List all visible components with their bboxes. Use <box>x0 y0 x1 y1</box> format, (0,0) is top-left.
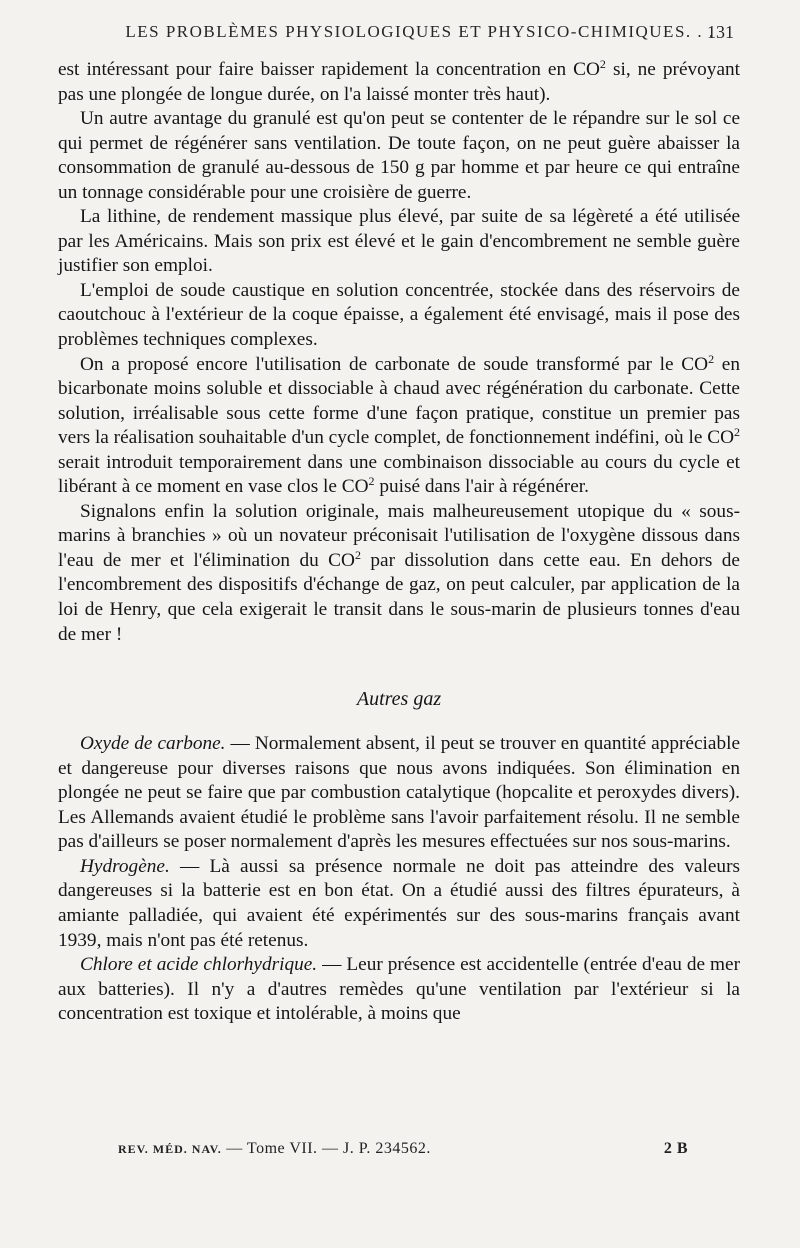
paragraph-granule: Un autre avantage du granulé est qu'on peut se contenter de le répandre sur le sol ce qui permet de régénérer sans ventilation. De toute façon, on ne peut guère abaisser la consommation de granulé au-dessous de 150 g par homme et par heure ce qui entraîne un tonnage considérable pour une croisière de guerre. <box>58 108 740 203</box>
signature-mark: 2 B <box>663 1140 688 1157</box>
gas-name: Chlore et acide chlorhydrique. <box>80 954 318 976</box>
page-footer <box>118 1140 688 1158</box>
paragraph-chlore: Chlore et acide chlorhydrique. — Leur présence est accidentelle (entrée d'eau de mer aux batteries). Il n'y a d'autres remèdes qu'une ventilation par l'extérieur si la concentration est toxique et intolérable, à moins que <box>58 954 740 1025</box>
paragraph-hydrogene: Hydrogène. — Là aussi sa présence normale ne doit pas atteindre des valeurs dangereuses si la batterie est en bon état. On a étudié aussi des filtres épurateurs, à amiante palladiée, qui avaient été expérimentés sur des sous-marins français avant 1939, mais n'ont pas été retenus. <box>58 855 740 951</box>
gas-name: Oxyde de carbone. <box>80 733 226 755</box>
body-text <box>58 58 740 1027</box>
volume-reference: — Tome VII. — J. P. 234562. <box>226 1140 431 1157</box>
paragraph-carbonate: On a proposé encore l'utilisation de carbonate de soude transformé par le $CO^2$ en bicarbonate moins soluble et dissociable à chaud avec régénération du carbonate. Cette solution, irréalisable sous cette forme d'une façon pratique, constitue un premier pas vers la réalisation souhaitable d'un cycle complet, de fonctionnement indéfini, où le $CO^2$ serait introduit temporairement dans une combinaison dissociable au cours du cycle et libérant à ce moment en vase clos le $CO^2$ puisé dans l'air à régénérer. <box>58 351 740 498</box>
paragraph-continued: est intéressant pour faire baisser rapidement la concentration en $CO^2$ si, ne prévoyant pas une plongée de longue durée, on l'a laissé monter très haut). <box>58 57 740 105</box>
gas-name: Hydrogène. <box>80 855 170 877</box>
section-title: Autres gaz <box>356 688 442 711</box>
page-number: 131 <box>707 22 734 42</box>
paragraph-branchies: Signalons enfin la solution originale, mais malheureusement utopique du « sous-marins à branchies » où un novateur préconisait l'utilisation de l'oxygène dissous dans l'eau de mer et l'élimination du $CO^2$ par dissolution dans cette eau. En dehors de l'encombrement des dispositifs d'échange de gaz, on peut calculer, par application de la loi de Henry, que cela exigerait le transit dans le sous-marin de plusieurs tonnes d'eau de mer ! <box>58 500 740 645</box>
paragraph-lithine: La lithine, de rendement massique plus élevé, par suite de sa légèreté a été utilisée par les Américains. Mais son prix est élevé et le gain d'encombrement ne semble guère justifier son emploi. <box>58 206 740 277</box>
journal-abbrev: REV. MÉD. NAV. <box>118 1142 222 1156</box>
paragraph-oxyde-de-carbone: Oxyde de carbone. — Normalement absent, il peut se trouver en quantité appréciable et dangereuse pour diverses raisons que nous avons indiquées. Son élimination en plongée ne peut se faire que par combustion catalytique (hopcalite et peroxydes divers). Les Allemands avaient étudié le problème sans l'avoir parfaitement résolu. Il ne semble pas d'ailleurs se poser normalement d'après les mesures effectuées sur nos sous-marins. <box>58 733 740 853</box>
running-header <box>100 22 740 42</box>
running-title: LES PROBLÈMES PHYSIOLOGIQUES ET PHYSICO-CHIMIQUES. . . <box>125 22 715 41</box>
paragraph-soude-caustique: L'emploi de soude caustique en solution concentrée, stockée dans des réservoirs de caoutchouc à l'extérieur de la coque épaisse, a également été envisagé, mais il pose des problèmes techniques complexes. <box>58 279 740 351</box>
